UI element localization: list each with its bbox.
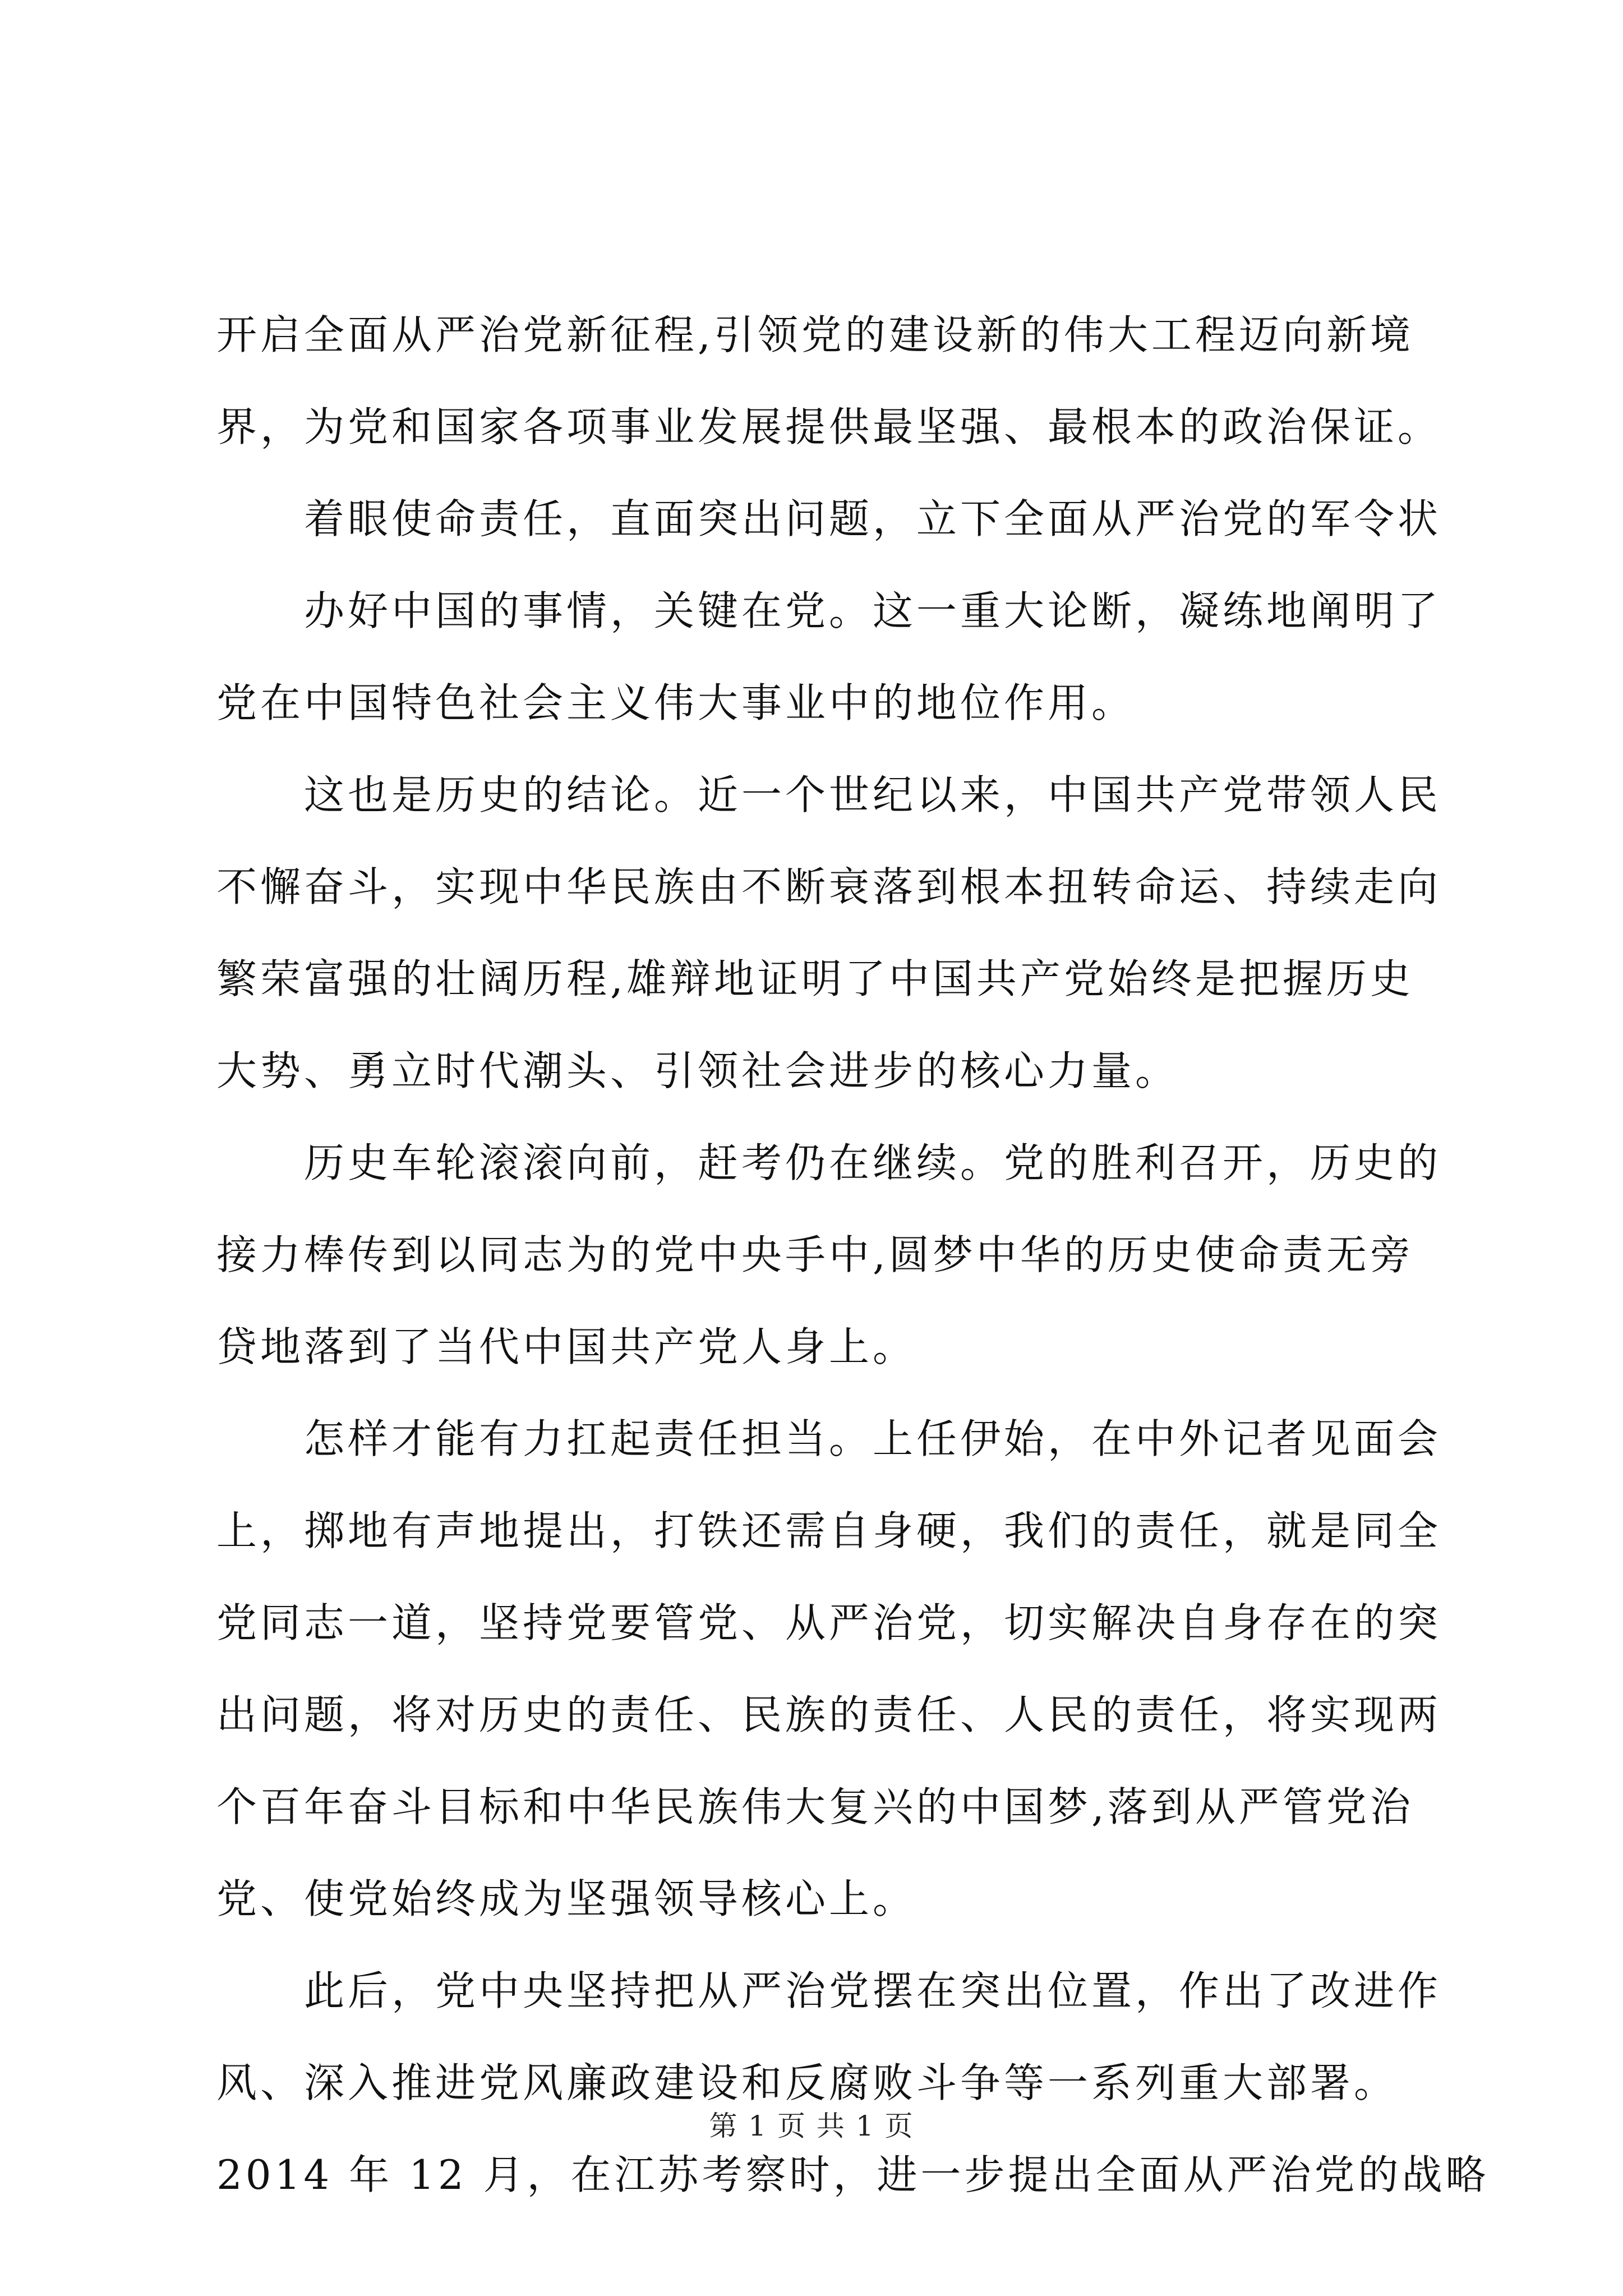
- document-body: [216, 289, 1490, 2221]
- text-line: 党、使党始终成为坚强领导核心上。: [216, 1875, 917, 1922]
- text-line: 怎样才能有力扛起责任担当。上任伊始，在中外记者见面会: [304, 1415, 1442, 1462]
- text-line: 繁荣富强的壮阔历程,雄辩地证明了中国共产党始终是把握历史: [216, 955, 1414, 1002]
- text-line: 出问题，将对历史的责任、民族的责任、人民的责任，将实现两: [216, 1691, 1442, 1738]
- text-line: 历史车轮滚滚向前，赶考仍在继续。党的胜利召开，历史的: [304, 1139, 1442, 1186]
- text-line: 界，为党和国家各项事业发展提供最坚强、最根本的政治保证。: [216, 403, 1442, 450]
- text-line: 上，掷地有声地提出，打铁还需自身硬，我们的责任，就是同全: [216, 1507, 1442, 1554]
- page-number-footer: 第 1 页 共 1 页: [709, 2110, 914, 2142]
- text-line: 风、深入推进党风廉政建设和反腐败斗争等一系列重大部署。: [216, 2059, 1398, 2106]
- text-line: 此后，党中央坚持把从严治党摆在突出位置，作出了改进作: [304, 1967, 1442, 2014]
- text-line: 这也是历史的结论。近一个世纪以来，中国共产党带领人民: [304, 771, 1442, 818]
- text-line: 个百年奋斗目标和中华民族伟大复兴的中国梦,落到从严管党治: [216, 1783, 1414, 1830]
- text-line: 办好中国的事情，关键在党。这一重大论断，凝练地阐明了: [304, 587, 1442, 634]
- section-heading: 着眼使命责任，直面突出问题，立下全面从严治党的军令状: [304, 495, 1442, 542]
- text-line: 不懈奋斗，实现中华民族由不断衰落到根本扭转命运、持续走向: [216, 863, 1442, 910]
- text-line: 开启全面从严治党新征程,引领党的建设新的伟大工程迈向新境: [216, 311, 1414, 358]
- text-line: 大势、勇立时代潮头、引领社会进步的核心力量。: [216, 1047, 1179, 1094]
- text-line: 党在中国特色社会主义伟大事业中的地位作用。: [216, 679, 1136, 726]
- text-line: 2014 年 12 月，在江苏考察时，进一步提出全面从严治党的战略: [216, 2151, 1490, 2198]
- text-line: 贷地落到了当代中国共产党人身上。: [216, 1323, 917, 1370]
- text-line: 接力棒传到以同志为的党中央手中,圆梦中华的历史使命责无旁: [216, 1231, 1414, 1278]
- text-line: 党同志一道，坚持党要管党、从严治党，切实解决自身存在的突: [216, 1599, 1442, 1646]
